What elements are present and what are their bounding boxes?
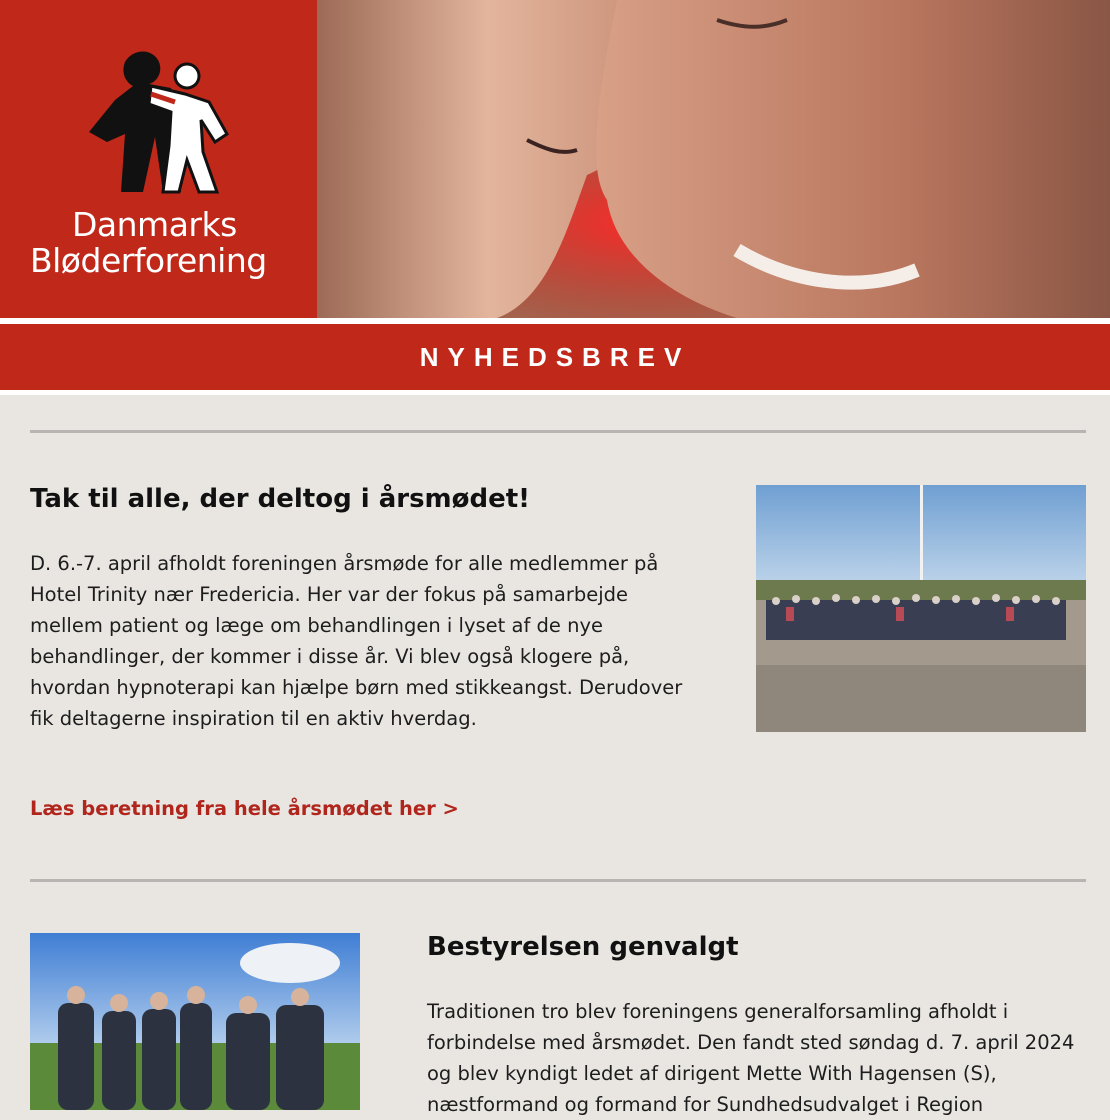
article-2-photo <box>30 933 360 1110</box>
banner-divider <box>0 390 1110 395</box>
board-photo-image <box>30 933 360 1110</box>
organization-name <box>30 207 310 279</box>
newsletter-header <box>0 0 1110 318</box>
newsletter-banner: NYHEDSBREV <box>0 324 1110 390</box>
group-photo-image <box>756 485 1086 732</box>
section-divider <box>30 430 1086 433</box>
article-1-body: D. 6.-7. april afholdt foreningen årsmøde for alle medlemmer på Hotel Trinity nær Fredericia. Her var der fokus på samarbejde mellem patient og læge om behandlingen i lyset af de nye behandlinger, der kommer i disse år. Vi blev også klogere på, hvordan hypnoterapi kan hjælpe børn med stikkeangst. Derudover fik deltagerne inspiration til en aktiv hverdag. <box>30 552 683 730</box>
organization-logo-icon <box>85 42 235 197</box>
hero-photo <box>317 0 1110 318</box>
article-2-title: Bestyrelsen genvalgt <box>427 932 739 962</box>
hero-faces-image <box>317 0 1110 318</box>
article-2-body: Traditionen tro blev foreningens generalforsamling afholdt i forbindelse med årsmødet. Den fandt sted søndag d. 7. april 2024 og blev kyndigt ledet af dirigent Mette With Hagensen (S), næstformand og formand for Sundhedsudvalget i Region <box>427 1000 1075 1116</box>
article-1-title: Tak til alle, der deltog i årsmødet! <box>30 484 531 514</box>
section-divider <box>30 879 1086 882</box>
logo-block[interactable] <box>0 0 317 318</box>
organization-name-line2: Bløderforening <box>30 241 267 280</box>
article-1-read-more-link[interactable]: Læs beretning fra hele årsmødet her > <box>30 797 459 820</box>
article-1-photo <box>756 485 1086 732</box>
organization-name-line1: Danmarks <box>72 205 237 244</box>
